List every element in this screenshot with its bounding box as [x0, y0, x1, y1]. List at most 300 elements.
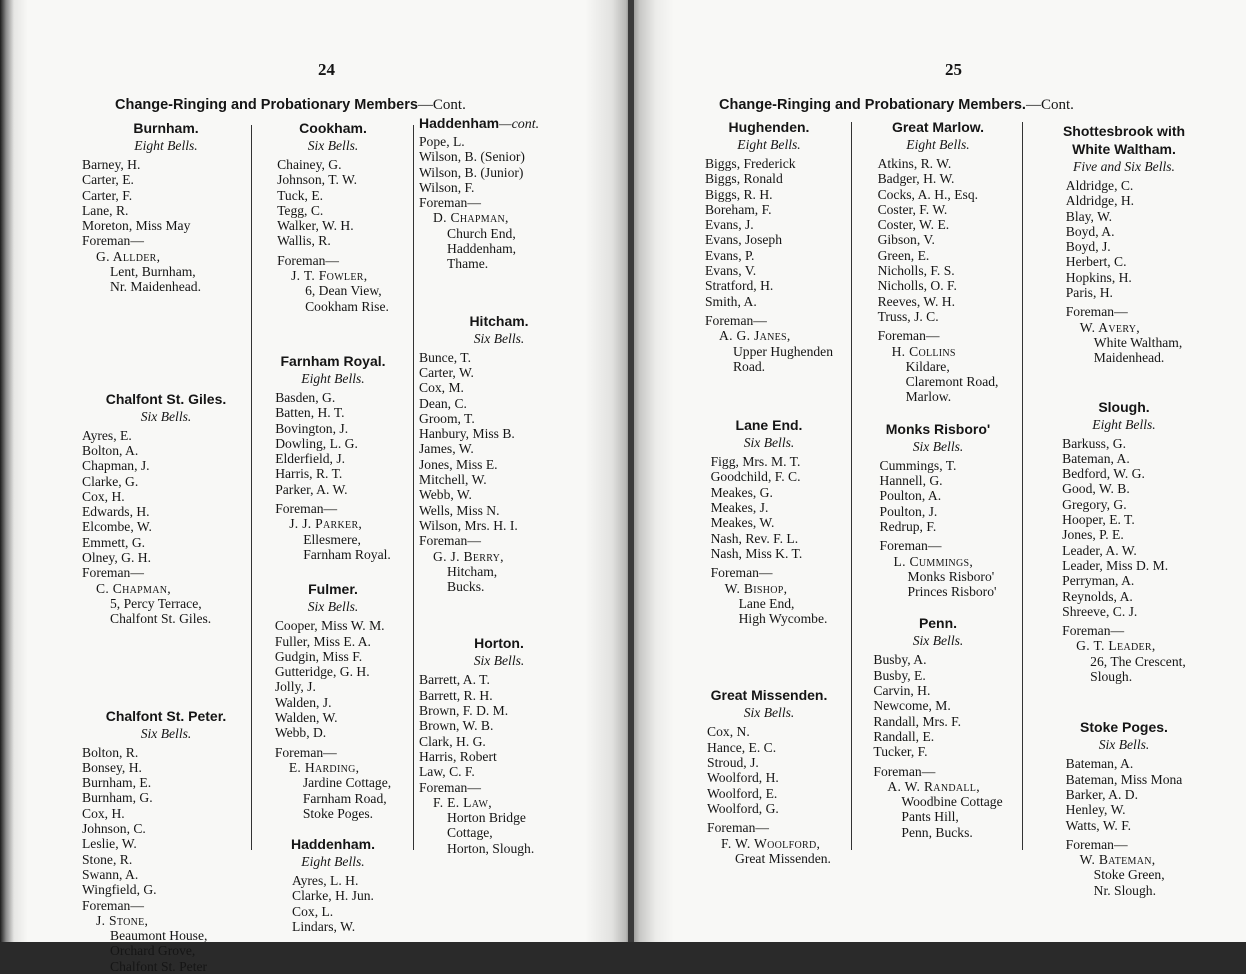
foreman-address-line: Nr. Slough.: [1093, 882, 1156, 898]
foreman-name: D. Chapman,: [433, 210, 509, 226]
parish-section: [858, 118, 1018, 405]
bells-count: Six Bells.: [912, 633, 964, 649]
member-entry: Gibson, V.: [877, 232, 935, 248]
parish-title: Penn.: [918, 615, 958, 632]
member-entry: Reeves, W. H.: [877, 293, 955, 309]
member-entry: Boyd, A.: [1065, 223, 1115, 239]
member-entry: Clarke, H. Jun.: [292, 888, 374, 904]
member-entry: Meakes, W.: [710, 515, 775, 531]
parish-title: Haddenham.: [290, 836, 375, 853]
member-entry: Olney, G. H.: [82, 550, 151, 566]
member-entry: Woolford, G.: [707, 800, 779, 816]
foreman-address-line: Ellesmere,: [303, 531, 361, 547]
foreman-name: F. W. Woolford,: [721, 835, 821, 851]
foreman-address-line: Upper Hughenden: [732, 343, 834, 359]
member-entry: Gregory, G.: [1062, 496, 1127, 512]
member-entry: Clarke, G.: [82, 473, 139, 489]
foreman-name: J. T. Fowler,: [291, 268, 368, 284]
member-entry: Emmett, G.: [82, 534, 146, 550]
header-cont: —Cont.: [417, 97, 466, 113]
member-entry: Johnson, T. W.: [277, 172, 358, 188]
column-1: [82, 119, 250, 974]
member-entry: Walden, W.: [274, 710, 338, 726]
member-entry: Harris, R. T.: [275, 466, 343, 482]
member-entry: Hannell, G.: [879, 473, 943, 489]
bells-count: Six Bells.: [307, 599, 359, 615]
parish-section: [419, 312, 579, 595]
parish-section: [82, 390, 250, 627]
foreman-name: W. Avery,: [1079, 319, 1140, 335]
foreman-label: Foreman—: [82, 233, 144, 249]
member-entry: Mitchell, W.: [419, 472, 487, 488]
foreman-address-line: Woodbine Cottage: [901, 794, 1003, 810]
member-entry: Biggs, Ronald: [704, 171, 783, 187]
member-entry: Barrett, A. T.: [419, 672, 490, 688]
column-3: [419, 114, 579, 856]
member-entry: Reynolds, A.: [1062, 588, 1133, 604]
member-entry: Clark, H. G.: [419, 733, 486, 749]
member-list: [705, 156, 833, 374]
parish-title-line2: White Waltham.: [1072, 141, 1176, 157]
member-list: [275, 390, 391, 562]
member-list: [707, 724, 831, 866]
member-entry: Shreeve, C. J.: [1062, 603, 1138, 619]
member-entry: Nash, Miss K. T.: [710, 545, 803, 561]
member-entry: Batten, H. T.: [275, 405, 345, 421]
member-entry: Perryman, A.: [1062, 573, 1135, 589]
parish-section: [255, 580, 411, 821]
member-entry: Randall, E.: [873, 728, 935, 744]
member-entry: Parker, A. W.: [275, 481, 348, 497]
member-list: [1062, 436, 1186, 685]
foreman-address-line: Farnham Road,: [302, 790, 387, 806]
member-entry: Woolford, H.: [707, 770, 779, 786]
member-entry: Webb, D.: [274, 725, 327, 741]
foreman-label: Foreman—: [1062, 623, 1125, 639]
parish-title: Slough.: [1098, 398, 1150, 415]
foreman-name: G. J. Berry,: [433, 548, 504, 564]
member-list-wrap: [688, 156, 850, 374]
parish-title: Stoke Poges.: [1080, 719, 1168, 736]
member-entry: Bunce, T.: [419, 349, 471, 365]
foreman-address-line: Lane End,: [738, 595, 795, 611]
member-entry: Herbert, C.: [1065, 254, 1127, 270]
member-entry: Leader, Miss D. M.: [1062, 557, 1169, 573]
page-header: [115, 97, 466, 114]
parish-section: [858, 614, 1018, 840]
member-entry: Chapman, J.: [82, 458, 150, 474]
foreman-address-line: Orchard Grove,: [110, 943, 196, 959]
member-entry: Leslie, W.: [82, 836, 137, 852]
member-entry: Randall, Mrs. F.: [873, 713, 962, 729]
foreman-name: A. G. Janes,: [718, 328, 791, 344]
foreman-address-line: High Wycombe.: [738, 611, 828, 627]
parish-title: Lane End.: [735, 417, 803, 434]
member-entry: Barrett, R. H.: [419, 687, 493, 703]
member-list: [711, 454, 828, 626]
member-list: [419, 134, 579, 272]
bells-count: Six Bells.: [473, 653, 525, 669]
foreman-label: Foreman—: [1065, 836, 1128, 852]
member-entry: Gudgin, Miss F.: [274, 648, 363, 664]
parish-title: Cookham.: [299, 120, 367, 136]
foreman-address-line: 6, Dean View,: [305, 283, 382, 299]
foreman-address-line: Monks Risboro': [907, 568, 995, 584]
member-entry: Brown, W. B.: [419, 718, 494, 734]
member-list: [1066, 178, 1183, 366]
parish-title: Hitcham.: [469, 312, 529, 329]
parish-title: Burnham.: [133, 120, 199, 136]
member-list: [878, 156, 999, 405]
foreman-name: W. Bishop,: [724, 580, 788, 596]
parish-title: Great Missenden.: [710, 687, 828, 704]
bells-count: Six Bells.: [912, 438, 964, 454]
foreman-address-line: Stoke Green,: [1093, 867, 1165, 883]
parish-section: [1029, 718, 1219, 898]
member-entry: Dean, C.: [419, 395, 467, 411]
member-entry: Hanbury, Miss B.: [419, 426, 515, 442]
bells-count: Eight Bells.: [906, 137, 970, 152]
member-entry: Johnson, C.: [82, 821, 146, 837]
foreman-name: F. E. Law,: [433, 794, 492, 810]
member-entry: Poulton, J.: [879, 503, 938, 519]
member-entry: Wilson, Mrs. H. I.: [419, 517, 518, 533]
member-entry: Wingfield, G.: [82, 882, 157, 898]
parish-section: [255, 835, 411, 934]
bells-count: Six Bells.: [743, 705, 795, 721]
parish-section: [419, 634, 579, 856]
parish-section: [688, 686, 850, 866]
foreman-address-line: 5, Percy Terrace,: [110, 595, 202, 611]
member-entry: Hopkins, H.: [1065, 269, 1132, 285]
member-entry: Evans, Joseph: [704, 232, 782, 248]
column-divider: [413, 125, 414, 850]
member-entry: Ayres, E.: [82, 427, 132, 443]
member-entry: Chainey, G.: [277, 157, 342, 172]
member-entry: Pope, L.: [419, 134, 465, 149]
bells-count: Eight Bells.: [301, 854, 365, 870]
foreman-address-line: Claremont Road,: [905, 374, 999, 390]
member-entry: Evans, P.: [704, 247, 755, 263]
member-entry: Green, E.: [877, 247, 930, 263]
foreman-label: Foreman—: [82, 897, 144, 913]
member-entry: Ayres, L. H.: [292, 873, 359, 889]
foreman-address-line: Hitcham,: [447, 563, 498, 579]
member-list: [292, 873, 374, 934]
member-entry: Poulton, A.: [879, 488, 942, 504]
parish-section: [688, 416, 850, 626]
member-list-wrap: [1029, 178, 1219, 366]
member-entry: Lane, R.: [82, 202, 129, 218]
member-entry: Aldridge, C.: [1065, 178, 1134, 193]
member-entry: Carvin, H.: [873, 683, 931, 699]
member-entry: Edwards, H.: [82, 504, 150, 520]
foreman-label: Foreman—: [879, 538, 942, 554]
foreman-address-line: Stoke Poges.: [302, 805, 374, 821]
bells-count: Six Bells.: [140, 408, 192, 424]
column-3: [1029, 122, 1219, 898]
member-entry: Tegg, C.: [277, 202, 324, 218]
member-entry: Law, C. F.: [419, 764, 475, 780]
foreman-address-line: Great Missenden.: [735, 850, 831, 866]
foreman-label: Foreman—: [82, 565, 144, 581]
member-entry: Nicholls, O. F.: [877, 278, 957, 294]
foreman-name: H. Collins: [891, 343, 956, 359]
member-entry: Groom, T.: [419, 410, 475, 426]
foreman-address-line: Horton, Slough.: [447, 840, 535, 856]
column-divider: [1022, 122, 1023, 850]
foreman-address-line: Church End,: [447, 225, 516, 241]
member-entry: Burnham, G.: [82, 790, 153, 806]
member-entry: Bateman, A.: [1062, 450, 1130, 466]
member-entry: Woolford, E.: [707, 785, 778, 801]
member-entry: Wilson, F.: [419, 179, 475, 195]
foreman-address-line: Maidenhead.: [1093, 350, 1165, 366]
member-entry: Hance, E. C.: [707, 739, 777, 755]
foreman-address-line: Lent, Burnham,: [110, 264, 196, 280]
member-entry: Cox, H.: [82, 488, 125, 504]
member-list-wrap: [255, 618, 411, 821]
foreman-label: Foreman—: [419, 195, 481, 211]
member-entry: Walker, W. H.: [277, 218, 354, 234]
foreman-name: G. T. Leader,: [1076, 638, 1156, 654]
foreman-address-line: Princes Risboro': [907, 584, 997, 600]
member-entry: Redrup, F.: [879, 518, 937, 534]
bells-count: Six Bells.: [743, 435, 795, 451]
member-entry: Stratford, H.: [704, 278, 774, 294]
parish-title: Farnham Royal.: [280, 352, 386, 369]
right-page: [634, 0, 1246, 942]
foreman-label: Foreman—: [1065, 304, 1128, 320]
foreman-label: Foreman—: [419, 533, 481, 549]
member-entry: Gutteridge, G. H.: [274, 664, 370, 680]
member-list: [1066, 756, 1183, 898]
foreman-label: Foreman—: [707, 820, 769, 836]
foreman-address-line: Road.: [732, 358, 766, 374]
member-entry: Paris, H.: [1065, 285, 1113, 301]
column-divider: [251, 125, 252, 850]
member-list: [419, 672, 579, 856]
member-entry: Dowling, L. G.: [275, 435, 358, 451]
foreman-address-line: Chalfont St. Peter: [110, 958, 208, 974]
member-list-wrap: [858, 652, 1018, 840]
parish-section: [255, 352, 411, 562]
member-entry: Bonsey, H.: [82, 759, 142, 775]
parish-section: [82, 119, 250, 295]
member-list-wrap: [255, 873, 411, 934]
foreman-label: Foreman—: [274, 744, 337, 760]
parish-title: Chalfont St. Peter.: [105, 707, 227, 724]
header-cont: —Cont.: [1025, 97, 1074, 113]
member-entry: Barney, H.: [82, 157, 141, 172]
header-title: Change-Ringing and Probationary Members: [115, 97, 418, 113]
foreman-name: J. J. Parker,: [289, 516, 363, 532]
foreman-address-line: Jardine Cottage,: [302, 775, 392, 791]
member-entry: Elderfield, J.: [275, 451, 346, 467]
member-entry: Carter, E.: [82, 172, 134, 188]
parish-section: [1029, 122, 1219, 366]
page-header: [719, 97, 1074, 114]
member-entry: Leader, A. W.: [1062, 542, 1137, 558]
parish-title: Shottesbrook with: [1062, 123, 1186, 139]
foreman-address-line: Kildare,: [905, 358, 950, 374]
member-list-wrap: [858, 156, 1018, 405]
member-list: [82, 428, 250, 627]
foreman-address-line: Pants Hill,: [901, 809, 959, 825]
member-entry: Wells, Miss N.: [419, 502, 500, 518]
page-number: 24: [318, 60, 335, 79]
foreman-address-line: Bucks.: [447, 579, 485, 595]
member-entry: Cooper, Miss W. M.: [274, 618, 385, 634]
parish-title: Great Marlow.: [891, 119, 985, 135]
member-entry: Nicholls, F. S.: [877, 263, 955, 279]
member-entry: Good, W. B.: [1062, 481, 1130, 497]
column-divider: [851, 122, 852, 850]
member-entry: Smith, A.: [704, 293, 757, 309]
bells-count: Eight Bells.: [134, 138, 198, 153]
member-list: [880, 458, 997, 600]
foreman-label: Foreman—: [704, 312, 767, 328]
parish-section: [255, 119, 411, 314]
foreman-name: L. Cummings,: [893, 553, 974, 569]
member-entry: Carter, F.: [82, 187, 133, 203]
member-entry: Coster, W. E.: [877, 217, 950, 233]
bells-count: Six Bells.: [140, 725, 192, 741]
member-entry: Busby, E.: [873, 667, 926, 683]
member-list-wrap: [858, 458, 1018, 600]
member-entry: Wilson, B. (Senior): [419, 149, 525, 165]
member-entry: Bovington, J.: [275, 420, 349, 436]
member-entry: Cummings, T.: [879, 457, 957, 473]
parish-title: Monks Risboro': [885, 420, 991, 437]
member-entry: Fuller, Miss E. A.: [274, 633, 371, 649]
member-entry: Carter, W.: [419, 364, 474, 380]
foreman-address-line: Horton Bridge: [447, 810, 526, 826]
foreman-label: Foreman—: [877, 328, 940, 344]
bells-count: Eight Bells.: [301, 370, 365, 386]
member-entry: Truss, J. C.: [877, 308, 939, 324]
foreman-label: Foreman—: [275, 501, 338, 517]
member-entry: Cox, L.: [292, 903, 334, 919]
member-entry: Newcome, M.: [873, 698, 951, 714]
page-number: 25: [945, 60, 962, 79]
member-entry: Tucker, F.: [873, 744, 928, 760]
member-entry: Stroud, J.: [707, 755, 759, 771]
member-entry: Wallis, R.: [277, 233, 331, 249]
member-list: [82, 157, 250, 295]
parish-section: [419, 114, 579, 272]
parish-section: [688, 118, 850, 374]
bells-count: Eight Bells.: [737, 137, 801, 152]
member-entry: Brown, F. D. M.: [419, 703, 509, 719]
foreman-address-line: Slough.: [1090, 669, 1133, 685]
member-entry: Tuck, E.: [277, 187, 324, 203]
member-entry: Watts, W. F.: [1065, 817, 1132, 833]
foreman-address-line: Chalfont St. Giles.: [110, 611, 212, 627]
member-entry: Moreton, Miss May: [82, 218, 191, 234]
foreman-name: G. Allder,: [96, 248, 161, 264]
member-entry: Swann, A.: [82, 866, 139, 882]
member-entry: Bateman, Miss Mona: [1065, 771, 1183, 787]
foreman-address-line: Beaumont House,: [110, 928, 208, 944]
foreman-label: Foreman—: [277, 252, 339, 268]
parish-title: Horton.: [474, 635, 524, 652]
member-list: [277, 157, 389, 314]
member-entry: Goodchild, F. C.: [710, 469, 801, 485]
column-2: [858, 118, 1018, 840]
foreman-label: Foreman—: [873, 763, 936, 779]
member-entry: Bateman, A.: [1065, 756, 1134, 772]
member-entry: Barker, A. D.: [1065, 786, 1138, 802]
parish-section: [1029, 398, 1219, 685]
foreman-address-line: Marlow.: [905, 389, 952, 405]
member-entry: James, W.: [419, 441, 474, 457]
foreman-name: C. Chapman,: [96, 580, 171, 596]
member-entry: Biggs, R. H.: [704, 186, 773, 202]
member-entry: Blay, W.: [1065, 208, 1113, 224]
member-entry: Badger, H. W.: [877, 171, 955, 187]
foreman-name: E. Harding,: [288, 759, 360, 775]
parish-section: [858, 420, 1018, 600]
member-entry: Jolly, J.: [274, 679, 316, 695]
parish-title: Chalfont St. Giles.: [105, 390, 227, 407]
member-entry: Stone, R.: [82, 851, 133, 867]
member-entry: Hooper, E. T.: [1062, 512, 1135, 528]
member-entry: Walden, J.: [274, 694, 332, 710]
member-entry: Jones, P. E.: [1062, 527, 1124, 543]
member-entry: Biggs, Frederick: [704, 156, 796, 171]
member-entry: Bolton, A.: [82, 442, 139, 458]
member-entry: Jones, Miss E.: [419, 456, 498, 472]
member-entry: Meakes, G.: [710, 484, 773, 500]
member-list: [82, 745, 250, 974]
parish-title: Fulmer.: [308, 581, 358, 598]
member-entry: Figg, Mrs. M. T.: [710, 454, 801, 470]
member-entry: Aldridge, H.: [1065, 193, 1135, 209]
member-list-wrap: [1029, 436, 1219, 685]
member-entry: Barkuss, G.: [1062, 435, 1126, 451]
foreman-address-line: Cookham Rise.: [305, 298, 389, 314]
member-list-wrap: [255, 157, 411, 314]
bells-count: Eight Bells.: [1092, 416, 1156, 432]
parish-section: [82, 707, 250, 974]
foreman-label: Foreman—: [710, 565, 773, 581]
member-list-wrap: [688, 454, 850, 626]
bells-count: Six Bells.: [473, 330, 525, 346]
foreman-name: W. Bateman,: [1079, 852, 1156, 868]
member-list-wrap: [255, 390, 411, 562]
member-entry: Basden, G.: [275, 389, 336, 405]
member-entry: Wilson, B. (Junior): [419, 164, 524, 180]
foreman-address-line: Haddenham,: [447, 241, 517, 257]
foreman-address-line: 26, The Crescent,: [1090, 653, 1186, 669]
member-entry: Nash, Rev. F. L.: [710, 530, 799, 546]
member-entry: Burnham, E.: [82, 775, 152, 791]
column-1: [688, 118, 850, 866]
foreman-address-line: White Waltham,: [1093, 334, 1183, 350]
member-list: [873, 652, 1002, 840]
member-entry: Evans, V.: [704, 263, 757, 279]
column-2: [255, 119, 411, 934]
member-entry: Boyd, J.: [1065, 239, 1111, 255]
member-list-wrap: [1029, 756, 1219, 898]
member-list: [419, 350, 579, 595]
member-entry: Bedford, W. G.: [1062, 466, 1145, 482]
foreman-address-line: Thame.: [447, 256, 489, 272]
member-entry: Bolton, R.: [82, 744, 139, 760]
member-entry: Lindars, W.: [292, 918, 356, 934]
foreman-name: A. W. Randall,: [887, 778, 980, 794]
